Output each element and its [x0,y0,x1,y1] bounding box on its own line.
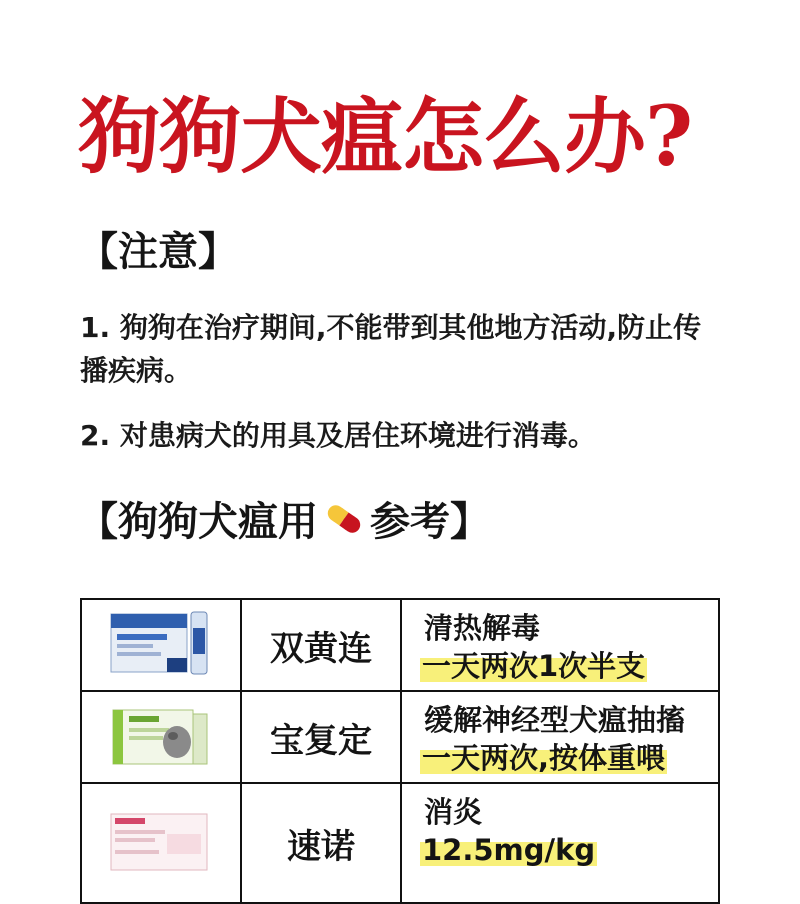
table-row [81,691,719,783]
notice-item-2: 2. 对患病犬的用具及居住环境进行消毒。 [80,419,596,452]
product-detail-cell [401,599,719,691]
medicine-box-icon [107,608,215,682]
product-effect: 清热解毒 [424,611,541,645]
product-name: 宝复定 [241,691,401,783]
product-image-cell [81,783,241,903]
product-dosage: 12.5mg/kg [420,830,597,870]
pill-icon [322,499,366,550]
product-effect: 消炎 [424,795,483,829]
product-detail-cell [401,783,719,903]
product-detail-cell [401,691,719,783]
reference-heading-start: 【狗狗犬瘟用 [78,499,318,545]
table-row [81,783,719,903]
product-effect: 缓解神经型犬瘟抽搐 [424,703,686,737]
product-name: 速诺 [241,783,401,903]
product-dosage: 一天两次1次半支 [420,646,647,686]
medicine-box-icon [107,700,215,774]
product-image-cell [81,599,241,691]
table-row [81,599,719,691]
reference-heading-end: 参考】 [370,499,490,545]
product-image-cell [81,691,241,783]
notice-heading: 【注意】 [78,229,238,275]
product-dosage: 一天两次,按体重喂 [420,738,667,778]
medicine-box-icon [107,806,215,880]
product-name: 双黄连 [241,599,401,691]
notice-item-1: 1. 狗狗在治疗期间,不能带到其他地方活动,防止传播疾病。 [80,311,702,387]
page-title: 狗狗犬瘟怎么办? [78,89,693,185]
reference-heading [78,498,490,550]
reference-table [80,598,720,904]
